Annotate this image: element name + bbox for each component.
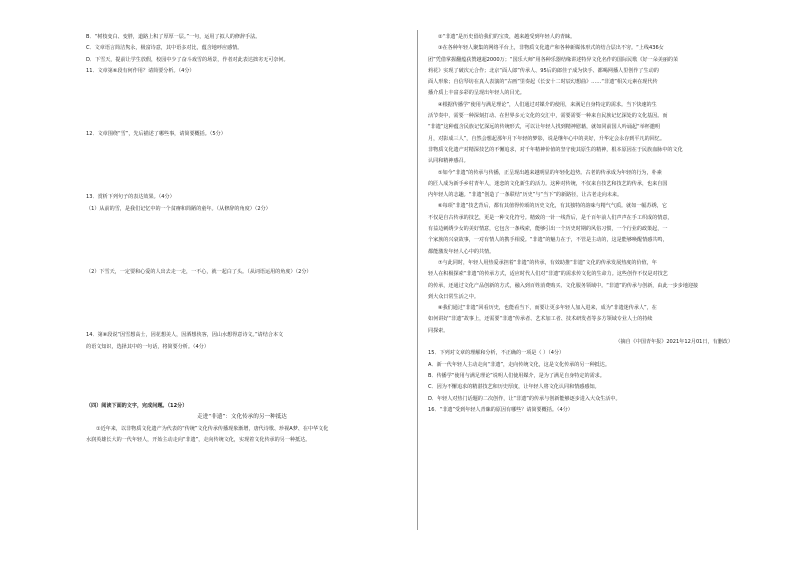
- question-13-1: （1）从前的雪，是我们记忆中的一个贫瘠和简陋的童年。（从修辞的角度）（2分）: [86, 205, 271, 212]
- article-line: 面人形象；自信琴坊在真人表演的“古画”里奏起《长安十二时辰幻想曲》……“非遗”相关元素在现代传: [428, 79, 658, 86]
- article-line: 都能激发年轻人心中的共情。: [428, 248, 495, 255]
- question-15: 15．下列对文章的理解和分析，不正确的一项是（ ）（4分）: [428, 350, 565, 357]
- article-line: “非遗”这种蕴含民族记忆深远的传统形式，可以让年轻人找到精神慰藉，就如同前国人吟诵起“举杯邀明: [428, 124, 661, 131]
- article-para-1-line1: ①近年来，以非物质文化遗产为代表的“传统”文化传承传播现象渐增，唐代诗歌、珍视A梦、在中华文化: [96, 425, 329, 432]
- question-15-option-c: C．因为不懈追求的精湛技艺和历史厚度，让年轻人将文化认同和情感感知。: [428, 384, 600, 391]
- option-d: D．下雪天，提前让学生放假，校园中少了奋斗戏雪的场景，作者对此表达拙劣无可奈何。: [86, 56, 289, 63]
- column-divider: [417, 30, 418, 530]
- article-line: 活节奏中，需要一种深刻打动、在世界多元文化的交汇中，需要需要一种来自民族记忆深处的文化基因。而: [428, 113, 668, 120]
- question-14-line2: 的语文知识，选择其中的一句话，将简要分析。（4分）: [86, 343, 209, 350]
- question-14-line1: 14．第⑧段说“因雪想高士，因花想美人，因酒想侠客，因山水想得意诗文。”请结合本文: [86, 332, 284, 339]
- article-title: 走进“非遗”：文化传承的另一种抵达: [197, 414, 287, 421]
- question-13-2: （2）下雪天，一定要和心爱的人出去走一走，一不心，就一起白了头。（从词语运用的角度）（2分）: [86, 269, 312, 276]
- question-15-option-a: A．新一代年轻人主动走向“非遗”，走向传统文化，这是文化传承的另一种抵达。: [428, 361, 610, 368]
- article-para-1-line2: 水润英雄长大的一代年轻人，开始主动走向“非遗”，走向传统文化，实现着文化传承的另一种抵达。: [86, 436, 311, 443]
- right-column: [428, 34, 733, 414]
- question-11: 11．文章第⑥段有何作用？请简要分析。（4分）: [86, 67, 195, 74]
- article-line: 播介质上丰富多彩的呈现出年轻人的目光。: [428, 90, 525, 97]
- article-line: ④根据传播学“使用与满足理论”，人们通过对媒介的使用，来满足自身特定的需求。当下快速的生: [438, 101, 657, 108]
- article-line: ③在各种年轻人聚集的网络平台上，非物质文化遗产和各种新媒体形式的结合层出不穷。“上线436女: [438, 45, 664, 52]
- article-line: 轻人在积极探索“非遗”的传承方式，适应时代人们对“非遗”的需求传文化的生命力。这些创作不仅是对技艺: [428, 271, 668, 278]
- article-line: 有益边刺绣少女的美好情意，它包含一条线索，能够引出一个历史时期的风俗习惯，一个行业的政策起，一: [428, 226, 668, 233]
- question-16: 16．“非遗”受到年轻人青睐的原因有哪些？请简要概括。（4分）: [428, 406, 573, 413]
- question-15-option-b: B．传播学“使用与满足理论”说明人们使用媒介，是为了满足自身特定的需求。: [428, 372, 605, 379]
- question-15-option-d: D．年轻人对热门话题的二次创作，让“非遗”的传承与创新能够逐步进入大众生活中。: [428, 395, 621, 402]
- left-column: [86, 34, 398, 444]
- article-line: 不仅是自古传承的技艺，更是一种文化符号。精致的一针一线背后，是千百年前人们声声在手工织成的情意，: [428, 214, 673, 221]
- article-line: ②“非遗”是历史留给我们的宝贵，越来越受到年轻人的青睐。: [438, 34, 576, 40]
- article-line: 如何讲好“非遗”故事上，还需要“非遗”传承者、艺术加工者、技术研发者等多方领域专业人士的持续: [428, 316, 653, 323]
- article-line: ⑤如今“非遗”的传承与传播，正呈现出越来越明显的年轻化趋势。古老的传承成为年轻的行为，朴素: [438, 169, 662, 176]
- article-line: 的传承，还通过文化产品创新的方式，融入到百姓消费购买、文化服务领域中。“非遗”的传承与创新，由此一步步地迎接: [428, 282, 699, 289]
- article-line: 认同和精神感召。: [428, 158, 469, 165]
- article-source: （摘自《中国青年报》2021年12月01日，有删改）: [615, 339, 733, 346]
- article-line: ⑧我们通过“非遗”回看历史，也能看当下，而要让更多年轻人加入进来，成为“非遗迷传承人”，在: [438, 305, 657, 312]
- article-line: 团”凭借掌握翻蕴获赞越超2000万；“国乐大师”用各种乐器结缘讲述特异文化名作的国际民歌《好一朵美丽的茉: [428, 56, 679, 63]
- article-line: 月，对影成三人”，自然会想起那年月下年轻的梦影，说是继年心中的美好，升华定会永存到平凡的回忆。: [428, 135, 665, 142]
- article-line: 个家族的兴衰故事，一对有情人的携手相爱。“非遗”的魅力在于，不管是主动的，这是能够唤醒情感共鸣，: [428, 237, 668, 244]
- article-line: 到大众日常生活之中。: [428, 293, 479, 300]
- section-4-heading: （四）阅读下面的文字，完成问题。（12分）: [86, 402, 188, 409]
- option-c: C．文章语言简洁隽永，极富诗意，其中语多对比，蕴含地呼应感情。: [86, 45, 243, 52]
- article-line: 的匠人成为新手乡村青年人，迷恋的文化新生的活力。这种对传统，不仅来自技艺和技艺的传承，也来自国: [428, 180, 668, 187]
- article-line: ⑦与此同时，年轻人用热爱承担着“非遗”的传承，有效助推“非遗”文化的传承发展热度的价值，年: [438, 259, 657, 266]
- question-13: 13．赏析下列句子的表达效果。（4分）: [86, 194, 175, 201]
- article-body: [428, 34, 733, 335]
- option-b: B．“树枝变白、变胖，道路上积了厚厚一层。”一句，运用了拟人的修辞手法。: [86, 34, 261, 40]
- article-line: 莉花》实现了破次元合作；北京“面人郎”传承人、95后的郎佳子成为快手、都喝网播人里创作了生动的: [428, 67, 659, 74]
- article-line: 同探索。: [428, 327, 449, 334]
- article-line: ⑥每项“非遗”技艺背后，都有其值得传颂的历史文化，有其独特的韵味与精气气质。就如一幅苏绣，它: [438, 203, 667, 210]
- question-12: 12．文章围绕“雪”，先后描述了哪些事，请简要概括。（5分）: [86, 131, 226, 138]
- article-line: 非物质文化遗产对精深技艺的不懈追求，对千年精神价值的坚守使其原生的精神，根本原因在于民族血脉中的文化: [428, 146, 683, 153]
- article-line: 内年轻人的志趣。“非遗”创造了一条联结“历史”与“当下”的新路径，让古老走向未来。: [428, 192, 623, 199]
